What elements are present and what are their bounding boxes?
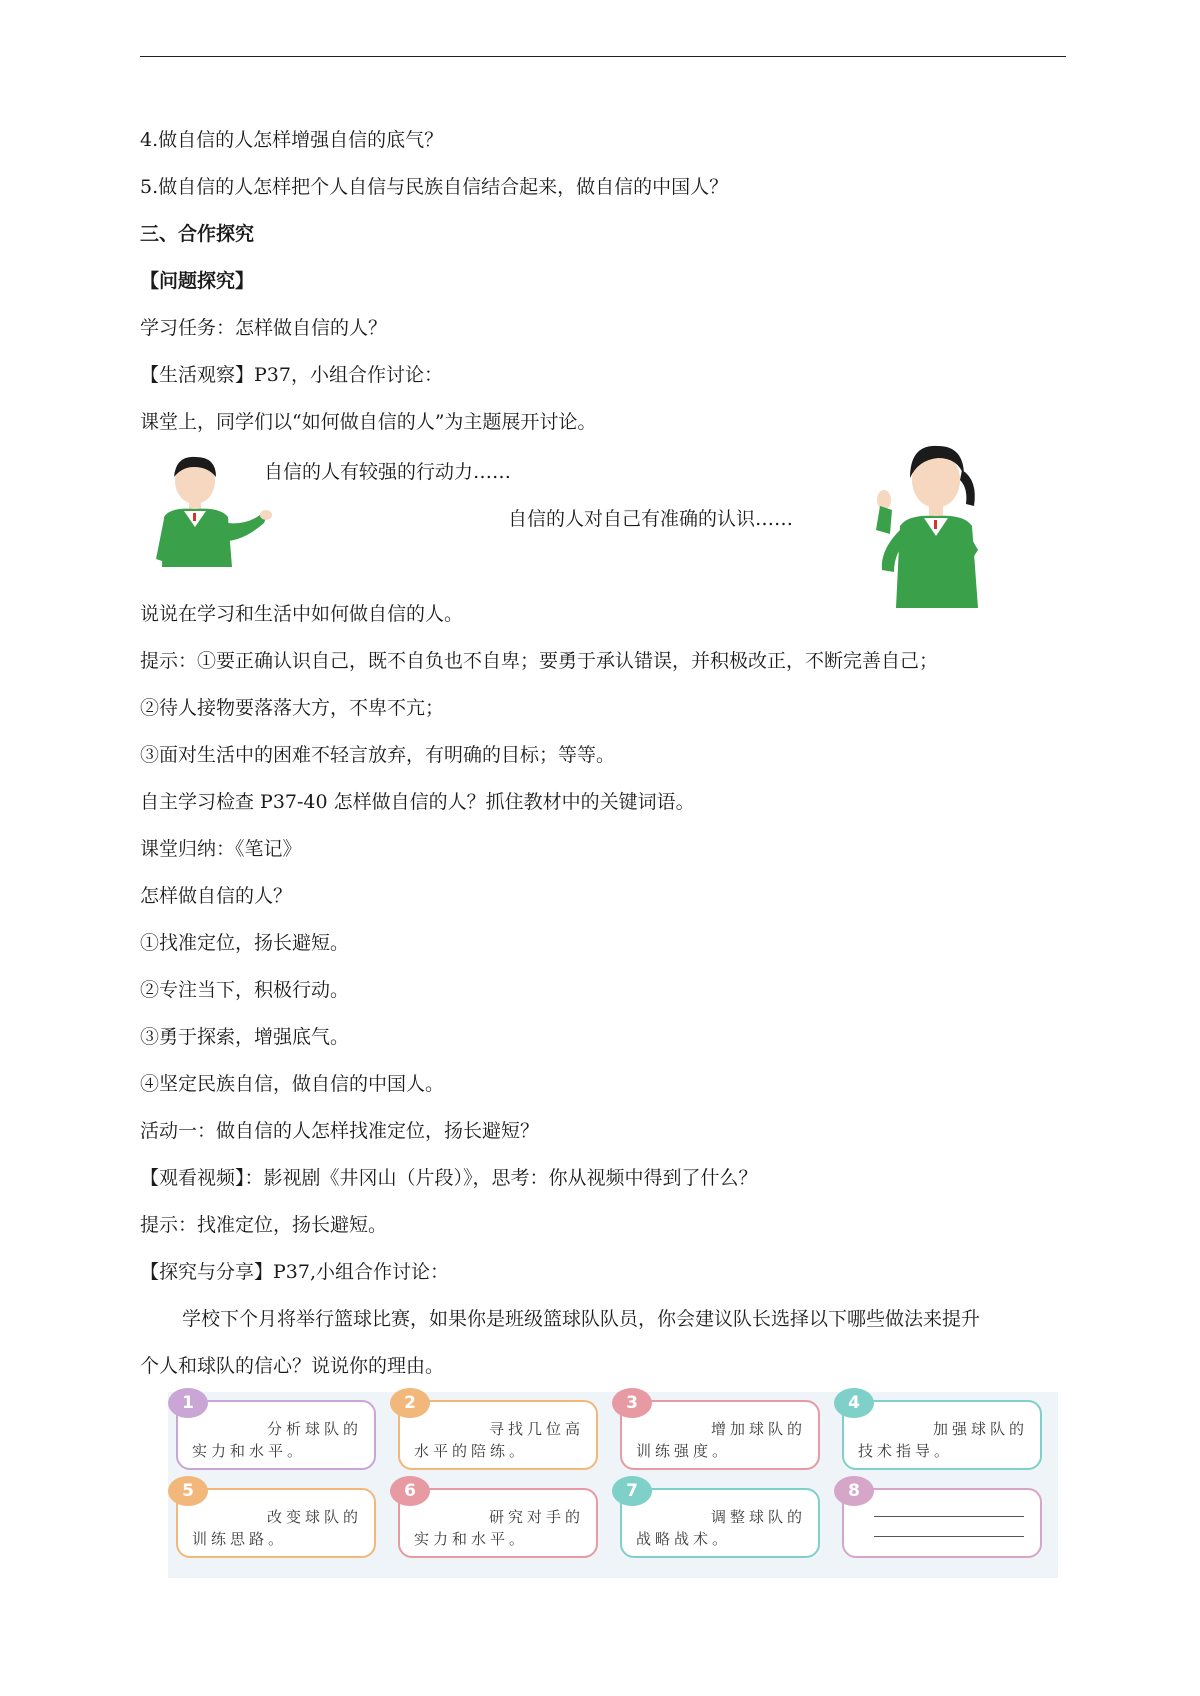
option-card <box>620 1393 820 1470</box>
girl-speech: 自信的人对自己有准确的认识…… <box>508 508 794 530</box>
header-rule <box>140 56 1066 57</box>
point-2: ②专注当下，积极行动。 <box>140 979 350 1001</box>
question-4: 4.做自信的人怎样增强自信的底气？ <box>140 129 444 151</box>
option-card <box>842 1393 1042 1470</box>
option-number: 1 <box>168 1388 208 1418</box>
option-text: 寻找几位高 <box>488 1420 584 1438</box>
class-topic: 课堂上，同学们以“如何做自信的人”为主题展开讨论。 <box>140 411 597 433</box>
explore-share: 【探究与分享】P37,小组合作讨论： <box>140 1261 450 1283</box>
option-number: 8 <box>834 1476 874 1506</box>
option-text: 战略战术。 <box>636 1530 732 1548</box>
section-heading: 三、合作探究 <box>140 223 255 245</box>
point-4: ④坚定民族自信，做自信的中国人。 <box>140 1073 445 1095</box>
point-1: ①找准定位，扬长避短。 <box>140 932 350 954</box>
option-card <box>620 1481 820 1558</box>
option-text: 研究对手的 <box>488 1508 584 1526</box>
option-number: 3 <box>612 1388 652 1418</box>
option-text: 水平的陪练。 <box>414 1442 529 1460</box>
scenario-paragraph-cont: 个人和球队的信心？说说你的理由。 <box>140 1355 445 1377</box>
option-text: 加强球队的 <box>932 1420 1028 1438</box>
option-card <box>176 1393 376 1470</box>
self-study: 自主学习检查 P37-40 怎样做自信的人？抓住教材中的关键词语。 <box>140 791 695 813</box>
hint-1: 提示：①要正确认识自己，既不自负也不自卑；要勇于承认错误，并积极改正，不断完善自己； <box>140 650 939 672</box>
option-number: 2 <box>390 1388 430 1418</box>
learning-task: 学习任务：怎样做自信的人？ <box>140 317 388 339</box>
option-text: 增加球队的 <box>710 1420 806 1438</box>
girl-illustration <box>866 440 1006 610</box>
option-text: 分析球队的 <box>266 1420 362 1438</box>
option-text: 训练思路。 <box>192 1530 288 1548</box>
boy-illustration <box>150 455 275 570</box>
option-text: 技术指导。 <box>858 1442 954 1460</box>
option-text: 调整球队的 <box>710 1508 806 1526</box>
boy-speech: 自信的人有较强的行动力…… <box>264 461 512 483</box>
option-text: 实力和水平。 <box>192 1442 307 1460</box>
hint-3: ③面对生活中的困难不轻言放弃，有明确的目标；等等。 <box>140 744 616 766</box>
problem-heading: 【问题探究】 <box>140 270 255 292</box>
activity-1: 活动一：做自信的人怎样找准定位，扬长避短？ <box>140 1120 540 1142</box>
class-summary: 课堂归纳：《笔记》 <box>140 838 302 860</box>
hint-2: ②待人接物要落落大方，不卑不亢； <box>140 697 445 719</box>
blank-line <box>874 1516 1024 1517</box>
options-panel <box>168 1392 1058 1578</box>
option-text: 实力和水平。 <box>414 1530 529 1548</box>
scenario-paragraph: 学校下个月将举行篮球比赛，如果你是班级篮球队队员，你会建议队长选择以下哪些做法来提升 <box>182 1308 981 1330</box>
option-card-blank <box>842 1481 1042 1558</box>
option-card <box>398 1481 598 1558</box>
point-3: ③勇于探索，增强底气。 <box>140 1026 350 1048</box>
life-observation: 【生活观察】P37，小组合作讨论： <box>140 364 443 386</box>
option-card <box>398 1393 598 1470</box>
option-number: 5 <box>168 1476 208 1506</box>
say-prompt: 说说在学习和生活中如何做自信的人。 <box>140 603 464 625</box>
question-5: 5.做自信的人怎样把个人自信与民族自信结合起来，做自信的中国人？ <box>140 176 729 198</box>
option-text: 改变球队的 <box>266 1508 362 1526</box>
blank-line <box>874 1536 1024 1537</box>
hint-4: 提示：找准定位，扬长避短。 <box>140 1214 388 1236</box>
option-card <box>176 1481 376 1558</box>
option-number: 7 <box>612 1476 652 1506</box>
option-number: 4 <box>834 1388 874 1418</box>
option-number: 6 <box>390 1476 430 1506</box>
watch-video: 【观看视频】：影视剧《井冈山（片段）》，思考：你从视频中得到了什么？ <box>140 1167 758 1189</box>
how-question: 怎样做自信的人？ <box>140 885 293 907</box>
option-text: 训练强度。 <box>636 1442 732 1460</box>
